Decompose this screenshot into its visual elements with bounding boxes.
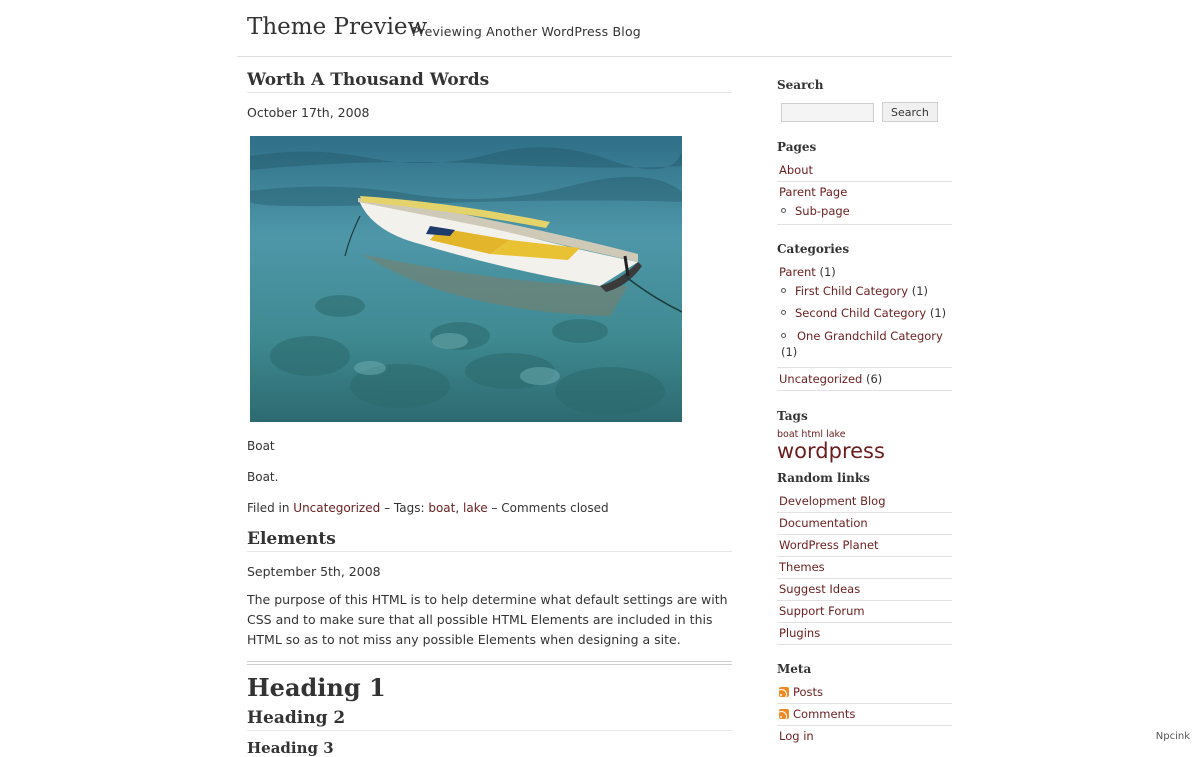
link-themes[interactable]: Themes: [779, 560, 825, 574]
page-link-subpage[interactable]: Sub-page: [795, 204, 850, 218]
heading-3: Heading 3: [247, 739, 334, 757]
list-item: [777, 301, 952, 323]
rss-feed-icon: [779, 687, 789, 697]
post-body: Boat.: [247, 470, 279, 484]
tag-separator: ,: [455, 501, 460, 515]
list-item: [777, 262, 952, 281]
tag-link-lake[interactable]: lake: [826, 429, 846, 440]
list-item: [777, 704, 952, 726]
post: [247, 529, 732, 757]
bullet-icon: [781, 288, 786, 293]
category-count: (1): [819, 265, 836, 279]
meta-widget-title: Meta: [777, 662, 812, 676]
category-link-second-child[interactable]: Second Child Category: [795, 306, 927, 320]
category-link-first-child[interactable]: First Child Category: [795, 284, 909, 298]
boat-photo: [250, 136, 682, 422]
list-item: [777, 623, 952, 645]
link-plugins[interactable]: Plugins: [779, 626, 821, 640]
links-widget-title: Random links: [777, 471, 870, 485]
bullet-icon: [781, 333, 786, 338]
tag-link-wordpress[interactable]: wordpress: [777, 439, 885, 463]
search-button[interactable]: Search: [882, 102, 938, 122]
post-body: The purpose of this HTML is to help determine what default settings are with CSS and to make sure that all possible HTML Elements are included in this HTML so as to not miss any possible Elements when designing a site.: [247, 592, 728, 647]
tag-link-boat[interactable]: boat: [777, 429, 799, 440]
search-widget-title: Search: [777, 78, 824, 92]
site-header: [237, 0, 952, 57]
site-description: Previewing Another WordPress Blog: [412, 24, 641, 39]
page-link-parent[interactable]: Parent Page: [779, 185, 848, 199]
category-count: (1): [781, 345, 798, 359]
watermark: Npcink: [1155, 731, 1190, 742]
category-count: (1): [929, 306, 947, 320]
comments-status: – Comments closed: [491, 501, 609, 515]
list-item: [777, 726, 952, 747]
divider: [247, 661, 732, 665]
heading-2: Heading 2: [247, 708, 732, 731]
link-suggest-ideas[interactable]: Suggest Ideas: [779, 582, 861, 596]
post-title-link[interactable]: Elements: [247, 529, 336, 549]
list-item: [777, 323, 952, 368]
link-wordpress-planet[interactable]: WordPress Planet: [779, 538, 879, 552]
bullet-icon: [781, 310, 786, 315]
link-log-in[interactable]: Log in: [779, 729, 814, 743]
category-link-grandchild[interactable]: One Grandchild Category: [797, 329, 943, 343]
category-count: (6): [866, 372, 883, 386]
meta-list: [777, 682, 952, 747]
post-date: October 17th, 2008: [247, 105, 370, 120]
list-item: [777, 160, 952, 182]
link-comments-feed[interactable]: Comments: [793, 707, 856, 721]
site-title[interactable]: Theme Preview: [247, 14, 428, 40]
list-item: [777, 682, 952, 704]
main-content: [247, 70, 732, 757]
tag-link[interactable]: lake: [463, 501, 488, 515]
tag-link-html[interactable]: html: [801, 429, 824, 440]
list-item: [777, 513, 952, 535]
list-item: [777, 557, 952, 579]
list-item: [777, 281, 952, 301]
category-link-parent[interactable]: Parent: [779, 265, 816, 279]
heading-1: Heading 1: [247, 673, 386, 702]
categories-list: [777, 262, 952, 391]
page-link-about[interactable]: About: [779, 163, 814, 177]
photo-caption: Boat: [247, 439, 275, 453]
list-item: [777, 535, 952, 557]
tags-label: – Tags:: [384, 501, 425, 515]
categories-widget-title: Categories: [777, 242, 850, 256]
pages-widget-title: Pages: [777, 140, 817, 154]
list-item: [777, 491, 952, 513]
category-count: (1): [911, 284, 929, 298]
post-title[interactable]: [247, 70, 732, 93]
list-item: [777, 201, 952, 225]
link-development-blog[interactable]: Development Blog: [779, 494, 886, 508]
category-link[interactable]: Uncategorized: [293, 501, 381, 515]
link-posts-feed[interactable]: Posts: [793, 685, 824, 699]
rss-feed-icon: [779, 709, 789, 719]
search-form: [781, 102, 952, 122]
post-meta: [247, 501, 732, 515]
search-input[interactable]: [781, 103, 874, 122]
tags-widget-title: Tags: [777, 409, 808, 423]
list-item: [777, 182, 952, 201]
list-item: [777, 579, 952, 601]
tag-cloud-large: [777, 440, 952, 462]
link-documentation[interactable]: Documentation: [779, 516, 868, 530]
post-title[interactable]: [247, 529, 732, 552]
sidebar: [777, 78, 952, 747]
list-item: [777, 601, 952, 623]
tag-link[interactable]: boat: [428, 501, 456, 515]
links-list: [777, 491, 952, 645]
post-title-link[interactable]: Worth A Thousand Words: [247, 70, 490, 90]
filed-label: Filed in: [247, 501, 290, 515]
post-date: September 5th, 2008: [247, 564, 381, 579]
link-support-forum[interactable]: Support Forum: [779, 604, 865, 618]
list-item: [777, 368, 952, 391]
pages-list: [777, 160, 952, 225]
post: [247, 70, 732, 515]
bullet-icon: [781, 208, 786, 213]
category-link-uncategorized[interactable]: Uncategorized: [779, 372, 863, 386]
